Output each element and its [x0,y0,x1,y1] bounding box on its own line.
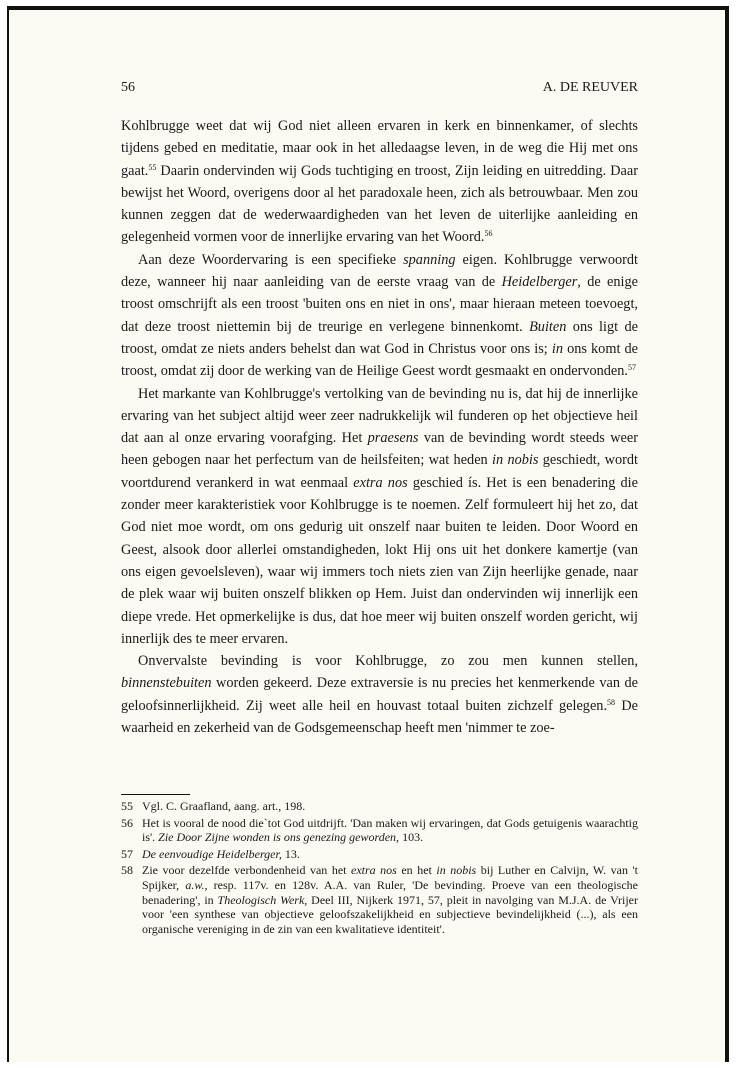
footnote-text [142,847,638,862]
text-run: van de bevinding wordt steeds weer heen gebogen naar het perfectum van de heilsfeiten; wat heden [121,430,638,469]
text-run: , de enige troost omschrijft als een troost 'buiten ons en niet in ons', maar hieraan meteen toevoegt, dat deze troost niettemin bij de treurige en verlegene binnenkomt. [121,274,638,335]
italic-text: binnenstebuiten [121,675,212,692]
italic-text: in [551,340,563,357]
text-run: en het [396,863,437,878]
paragraph [121,115,638,249]
italic-text: praesens [367,430,419,447]
footnote [121,799,638,814]
footnotes [121,799,638,938]
italic-text: Buiten [529,318,567,335]
body-text [121,115,638,739]
text-run: resp. 117v. en 128v. A.A. van Ruler, 'De bevinding. Proeve van een theologische benadering', in [142,877,639,907]
italic-text: a.w., [185,877,208,892]
text-run: Vgl. C. Graafland, aang. art., 198. [142,799,306,813]
footnote-number: 56 [121,815,133,830]
italic-text: extra nos [353,474,408,491]
italic-text: De eenvoudige Heidelberger, [142,846,282,861]
paragraph [121,383,638,651]
text-run: worden gekeerd. Deze extraversie is nu precies het kenmerkende van de geloofsinnerlijkheid. Zij weet alle heil en houvast totaal buiten zichzelf gelegen. [121,675,638,714]
italic-text: in nobis [492,452,539,469]
footnote [121,847,638,862]
italic-text: Heidelberger [501,274,578,291]
italic-text: Zie Door Zijne wonden is ons genezing geworden, [158,830,400,845]
text-run: geschiedt, wordt voortdurend verankerd in wat eenmaal [121,452,638,491]
italic-text: extra nos [351,863,397,878]
footnote-ref: 58 [607,697,616,707]
footnote-number: 57 [121,846,133,861]
running-head: A. DE REUVER [542,80,638,95]
paragraph [121,249,638,383]
text-run: eigen. Kohlbrugge verwoordt deze, wanneer hij naar aanleiding van de eerste vraag van de [121,251,639,291]
text-run: Het is vooral de nood die`tot God uitdrijft. 'Dan maken wij ervaringen, dat Gods getuigenis waarachtig is'. [142,815,638,845]
text-run: 103. [399,830,424,845]
footnote-separator [121,794,190,795]
text-run: Aan deze Woordervaring is een specifieke [138,251,404,268]
footnote-text [142,816,638,845]
italic-text: Theologisch Werk, [217,892,308,907]
text-run: Kohlbrugge weet dat wij God niet alleen ervaren in kerk en binnenkamer, of slechts tijdens gebed en meditatie, maar ook in het alledaagse leven, in de weg die Hij met ons gaat. [121,118,638,179]
italic-text: spanning [403,251,456,268]
footnote-ref: 56 [484,229,493,239]
page-header [121,80,638,96]
italic-text: in nobis [436,863,477,878]
text-run: Zie voor dezelfde verbondenheid van het [142,863,351,878]
footnote-number: 55 [121,799,133,813]
text-run: Onvervalste bevinding is voor Kohlbrugge, zo zou men kunnen stellen, [138,653,638,670]
footnote [121,863,638,936]
text-run: bij Luther en Calvijn, W. van 't Spijker, [142,863,638,892]
paragraph [121,650,638,739]
text-run: ons ligt de troost, omdat ze niets anders behelst dan wat God in Christus voor ons is; [121,318,638,357]
text-run: geschied ís. Het is een benadering die zonder meer karakteristiek voor Kohlbrugge is te noemen. Zelf formuleert hij het zo, dat God niet moe wordt, om ons gedurig uit onszelf naar buiten te leiden. Door Woord en Geest, alsook door allerlei omstandigheden, lokt Hij ons uit het donkere kamertje (van ons eigen gevoelsleven), waar wij immers toch niets zien van Zijn heerlijke genade, naar de plek waar wij buiten onszelf blikken op Hem. Juist dan ondervinden wij innerlijk een diepe vrede. Het opmerkelijke is dus, dat hoe meer wij buiten onszelf worden gericht, wij innerlijk des te meer ervaren. [121,474,638,647]
text-run: Deel III, Nijkerk 1971, 57, pleit in navolging van M.J.A. de Vrijer voor 'een synthese van objectieve geloofszakelijkheid en subjectieve bevindelijkheid (...), als een organische vereniging in de zin van een kwalitatieve identiteit'. [142,892,638,936]
footnote-text [142,799,638,814]
footnote-ref: 55 [148,162,157,172]
footnote [121,816,638,845]
footnote-ref: 57 [628,363,637,373]
page-number: 56 [121,80,135,95]
text-run: 13. [281,846,300,861]
footnote-text [142,863,638,936]
text-run: Daarin ondervinden wij Gods tuchtiging en troost, Zijn leiding en uitredding. Daar bewijst het Woord, overigens door al het paradoxale heen, zich als betrouwbaar. Men zou kunnen zeggen dat de wederwaardigheden van het leven de uiterlijke aanleiding en gelegenheid vormen voor de innerlijke ervaring van het Woord. [121,162,638,246]
text-run: Het markante van Kohlbrugge's vertolking van de bevinding nu is, dat hij de innerlijke ervaring van het subject altijd weer zeer nadrukkelijk wil funderen op het objectieve heil dat aan al onze ervaring voorafging. Het [121,385,638,447]
text-run: ons komt de troost, omdat zij door de werking van de Heilige Geest wordt gesmaakt en ondervonden. [121,340,639,380]
text-run: De waarheid en zekerheid van de Godsgemeenschap heeft men 'nimmer te zoe- [121,697,638,737]
footnote-number: 58 [121,863,133,878]
